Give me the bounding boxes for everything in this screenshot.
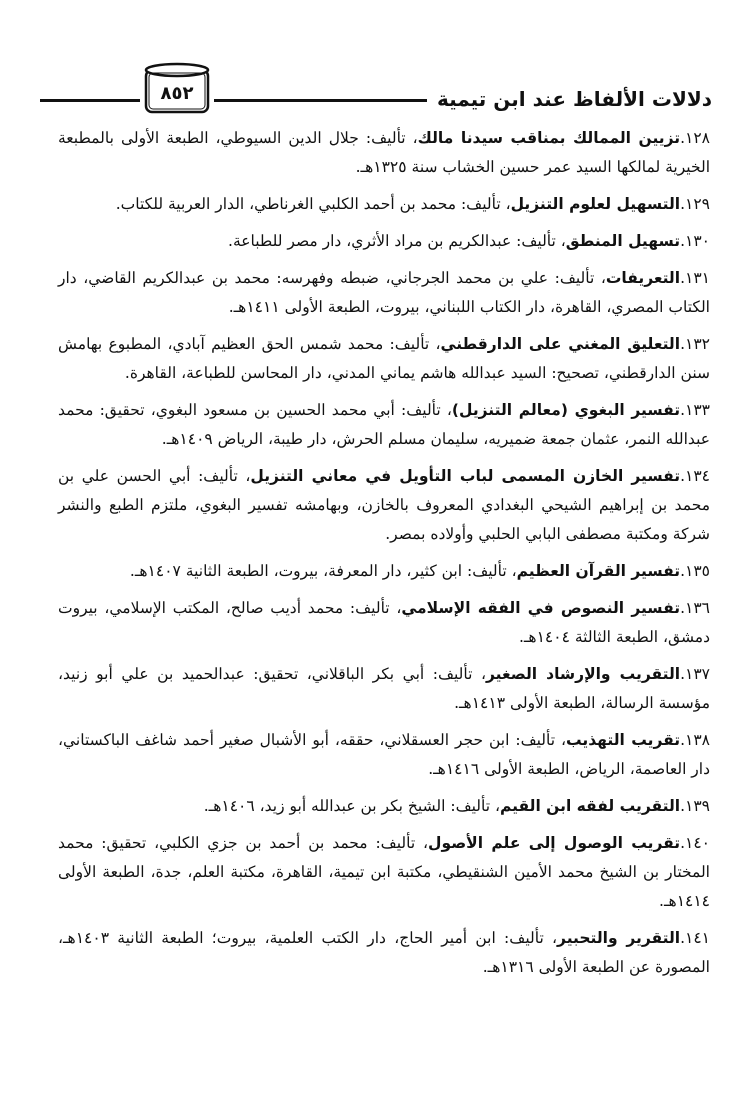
- bibliography-entry: ١٣٢.التعليق المغني على الدارقطني، تأليف: محمد شمس الحق العظيم آبادي، المطبوع بهامش سنن الدارقطني، تصحيح: السيد عبدالله هاشم يماني المدني، دار المحاسن للطباعة، القاهرة.: [58, 335, 710, 382]
- entry-title: تفسير البغوي (معالم التنزيل): [451, 401, 681, 419]
- bibliography-entry: ١٤٠.تقريب الوصول إلى علم الأصول، تأليف: محمد بن أحمد بن جزي الكلبي، تحقيق: محمد المختار بن الشيخ محمد الأمين الشنقيطي، مكتبة ابن تيمية، القاهرة، مكتبة العلم، جدة، الطبعة الأولى ١٤١٤هـ.: [58, 834, 710, 910]
- entry-text: ، تأليف: ابن حجر العسقلاني، حققه، أبو الأشبال صغير أحمد شاغف الباكستاني، دار العاصمة، الرياض، الطبعة الأولى ١٤١٦هـ.: [58, 731, 710, 778]
- page-number-badge: [140, 60, 214, 116]
- bibliography-list: [58, 124, 710, 990]
- entry-text: ، تأليف: جلال الدين السيوطي، الطبعة الأولى بالمطبعة الخيرية لمالكها السيد عمر حسين الخشاب سنة ١٣٢٥هـ.: [58, 129, 710, 176]
- entry-title: التعليق المغني على الدارقطني: [440, 335, 681, 353]
- page-header: [40, 60, 712, 120]
- entry-title: تفسير القرآن العظيم: [516, 562, 681, 580]
- entry-text: ، تأليف: محمد شمس الحق العظيم آبادي، المطبوع بهامش سنن الدارقطني، تصحيح: السيد عبدالله هاشم يماني المدني، دار المحاسن للطباعة، القاهرة.: [58, 335, 710, 382]
- entry-text: ، تأليف: محمد أديب صالح، المكتب الإسلامي، بيروت دمشق، الطبعة الثالثة ١٤٠٤هـ.: [58, 599, 710, 646]
- entry-title: التعريفات: [605, 269, 681, 287]
- bibliography-entry: ١٣٣.تفسير البغوي (معالم التنزيل)، تأليف: أبي محمد الحسين بن مسعود البغوي، تحقيق: محمد عبدالله النمر، عثمان جمعة ضميريه، سليمان مسلم الحرش، دار طيبة، الرياض ١٤٠٩هـ.: [58, 401, 710, 448]
- entry-text: ، تأليف: ابن أمير الحاج، دار الكتب العلمية، بيروت؛ الطبعة الثانية ١٤٠٣هـ، المصورة عن الطبعة الأولى ١٣١٦هـ.: [58, 929, 710, 976]
- entry-title: التقريب لفقه ابن القيم: [500, 797, 681, 815]
- entry-text: ، تأليف: محمد بن أحمد بن جزي الكلبي، تحقيق: محمد المختار بن الشيخ محمد الأمين الشنقيطي، مكتبة ابن تيمية، القاهرة، مكتبة العلم، جدة، الطبعة الأولى ١٤١٤هـ.: [58, 834, 710, 910]
- entry-title: تفسير الخازن المسمى لباب التأويل في معاني التنزيل: [250, 467, 681, 485]
- entry-title: تسهيل المنطق: [565, 232, 681, 250]
- entry-text: ، تأليف: علي بن محمد الجرجاني، ضبطه وفهرسه: محمد بن عبدالكريم القاضي، دار الكتاب المصري، القاهرة، دار الكتاب اللبناني، بيروت، الطبعة الأولى ١٤١١هـ.: [58, 269, 710, 316]
- entry-title: تقريب التهذيب: [565, 731, 681, 749]
- bibliography-entry: ١٤١.التقرير والتحبير، تأليف: ابن أمير الحاج، دار الكتب العلمية، بيروت؛ الطبعة الثانية ١٤٠٣هـ، المصورة عن الطبعة الأولى ١٣١٦هـ.: [58, 929, 710, 976]
- entry-title: التقرير والتحبير: [557, 929, 681, 947]
- entry-text: ، تأليف: أبي بكر الباقلاني، تحقيق: عبدالحميد بن علي أبو زنيد، مؤسسة الرسالة، الطبعة الأولى ١٤١٣هـ.: [58, 665, 710, 712]
- page-number: ٨٥٢: [160, 83, 194, 104]
- entry-title: تزيين الممالك بمناقب سيدنا مالك: [417, 129, 681, 147]
- bibliography-entry: ١٣٠.تسهيل المنطق، تأليف: عبدالكريم بن مراد الأثري، دار مصر للطباعة.: [228, 232, 710, 250]
- entry-title: التسهيل لعلوم التنزيل: [510, 195, 681, 213]
- entry-title: التقريب والإرشاد الصغير: [486, 665, 681, 683]
- entry-text: ، تأليف: أبي محمد الحسين بن مسعود البغوي، تحقيق: محمد عبدالله النمر، عثمان جمعة ضميريه، سليمان مسلم الحرش، دار طيبة، الرياض ١٤٠٩هـ.: [58, 401, 710, 448]
- bibliography-entry: ١٣٥.تفسير القرآن العظيم، تأليف: ابن كثير، دار المعرفة، بيروت، الطبعة الثانية ١٤٠٧هـ.: [129, 562, 710, 580]
- bibliography-entry: ١٣٩.التقريب لفقه ابن القيم، تأليف: الشيخ بكر بن عبدالله أبو زيد، ١٤٠٦هـ.: [203, 797, 710, 815]
- bibliography-entry: ١٣٤.تفسير الخازن المسمى لباب التأويل في معاني التنزيل، تأليف: أبي الحسن علي بن محمد بن إبراهيم الشيحي البغدادي المعروف بالخازن، وبهامشه تفسير البغوي، ملتزم الطبع والنشر شركة ومكتبة مصطفى البابي الحلبي وأولاده بمصر.: [58, 467, 710, 543]
- entry-text: ، تأليف: عبدالكريم بن مراد الأثري، دار مصر للطباعة.: [228, 232, 566, 250]
- bibliography-entry: ١٢٩.التسهيل لعلوم التنزيل، تأليف: محمد بن أحمد الكلبي الغرناطي، الدار العربية للكتاب.: [115, 195, 710, 213]
- bibliography-entry: ١٣٧.التقريب والإرشاد الصغير، تأليف: أبي بكر الباقلاني، تحقيق: عبدالحميد بن علي أبو زنيد، مؤسسة الرسالة، الطبعة الأولى ١٤١٣هـ.: [58, 665, 710, 712]
- entry-text: ، تأليف: الشيخ بكر بن عبدالله أبو زيد، ١٤٠٦هـ.: [203, 797, 501, 815]
- entry-title: تفسير النصوص في الفقه الإسلامي: [401, 599, 681, 617]
- bibliography-entry: ١٣١.التعريفات، تأليف: علي بن محمد الجرجاني، ضبطه وفهرسه: محمد بن عبدالكريم القاضي، دار الكتاب المصري، القاهرة، دار الكتاب اللبناني، بيروت، الطبعة الأولى ١٤١١هـ.: [58, 269, 710, 316]
- running-title: دلالات الألفاظ عند ابن تيمية: [427, 82, 712, 116]
- bibliography-entry: ١٣٨.تقريب التهذيب، تأليف: ابن حجر العسقلاني، حققه، أبو الأشبال صغير أحمد شاغف الباكستاني، دار العاصمة، الرياض، الطبعة الأولى ١٤١٦هـ.: [58, 731, 710, 778]
- entry-text: ، تأليف: ابن كثير، دار المعرفة، بيروت، الطبعة الثانية ١٤٠٧هـ.: [129, 562, 517, 580]
- bibliography-entry: ١٢٨.تزيين الممالك بمناقب سيدنا مالك، تأليف: جلال الدين السيوطي، الطبعة الأولى بالمطبعة الخيرية لمالكها السيد عمر حسين الخشاب سنة ١٣٢٥هـ.: [58, 129, 710, 176]
- entry-text: ، تأليف: محمد بن أحمد الكلبي الغرناطي، الدار العربية للكتاب.: [115, 195, 511, 213]
- bibliography-entry: ١٣٦.تفسير النصوص في الفقه الإسلامي، تأليف: محمد أديب صالح، المكتب الإسلامي، بيروت دمشق، الطبعة الثالثة ١٤٠٤هـ.: [58, 599, 710, 646]
- entry-text: ، تأليف: أبي الحسن علي بن محمد بن إبراهيم الشيحي البغدادي المعروف بالخازن، وبهامشه تفسير البغوي، ملتزم الطبع والنشر شركة ومكتبة مصطفى البابي الحلبي وأولاده بمصر.: [58, 467, 710, 543]
- entry-title: تقريب الوصول إلى علم الأصول: [428, 834, 681, 852]
